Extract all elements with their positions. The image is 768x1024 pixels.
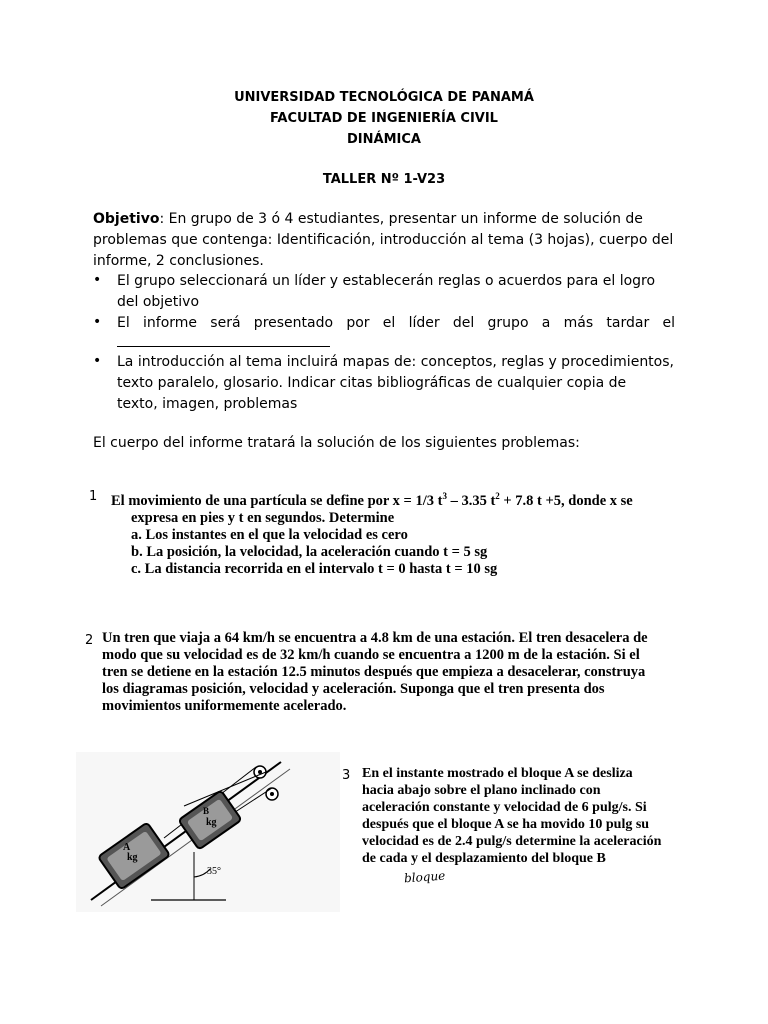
objective-label: Objetivo [93, 211, 160, 227]
course-title: DINÁMICA [347, 132, 421, 147]
faculty-title: FACULTAD DE INGENIERÍA CIVIL [270, 111, 498, 126]
due-date-blank-line [117, 346, 330, 347]
problem-3-line-4: después que el bloque A se ha movido 10 pulg su [362, 817, 650, 832]
problem-1-line-2: expresa en pies y t en segundos. Determine [131, 509, 395, 526]
problem-3-text [362, 765, 661, 867]
block-b-mass: kg [206, 817, 217, 828]
problem-1-text [111, 488, 633, 578]
problem-3-line-1: En el instante mostrado el bloque A se desliza [362, 766, 633, 781]
objective-line-1: Objetivo: En grupo de 3 ó 4 estudiantes, presentar un informe de solución de [93, 211, 643, 227]
block-b-label: B [203, 806, 210, 816]
angle-label: 35° [207, 866, 221, 877]
problem-1-number: 1 [89, 489, 98, 504]
block-a-label: A [123, 842, 131, 853]
problem-1-item-c: c. La distancia recorrida en el intervalo t = 0 hasta t = 10 sg [131, 560, 498, 577]
problem-3-number: 3 [342, 768, 351, 783]
problem-2-line-3: tren se detiene en la estación 12.5 minutos después que empieza a desacelerar, construya [102, 664, 646, 680]
inclined-plane-figure [76, 752, 340, 912]
problem-1-item-a: a. Los instantes en el que la velocidad es cero [131, 526, 408, 543]
handwritten-note: bloque [403, 868, 446, 886]
problem-2-line-1: Un tren que viaja a 64 km/h se encuentra a 4.8 km de una estación. El tren desacelera de [102, 630, 648, 646]
block-a-mass: kg [127, 852, 138, 863]
problem-1-item-b: b. La posición, la velocidad, la aceleración cuando t = 5 sg [131, 543, 488, 560]
university-title: UNIVERSIDAD TECNOLÓGICA DE PANAMÁ [234, 90, 534, 105]
problem-2-line-2: modo que su velocidad es de 32 km/h cuando se encuentra a 1200 m de la estación. Si el [102, 647, 640, 663]
objective-line-2: problemas que contenga: Identificación, introducción al tema (3 hojas), cuerpo del [93, 232, 674, 248]
bullet-symbol-1: • [93, 272, 102, 288]
problem-2-line-5: movimientos uniformemente acelerado. [102, 698, 347, 714]
body-intro: El cuerpo del informe tratará la solución de los siguientes problemas: [93, 435, 580, 451]
objective-line-3: informe, 2 conclusiones. [93, 253, 264, 269]
problem-3-line-3: aceleración constante y velocidad de 6 pulg/s. Si [362, 800, 647, 815]
bullet-item-2: El informe será presentado por el líder del grupo a más tardar el [117, 315, 675, 331]
workshop-title: TALLER Nº 1-V23 [322, 172, 446, 187]
problem-2-line-4: los diagramas posición, velocidad y aceleración. Suponga que el tren presenta dos [102, 681, 605, 697]
problem-3-line-2: hacia abajo sobre el plano inclinado con [362, 783, 601, 798]
problem-2-text [102, 630, 648, 715]
problem-3-line-5: velocidad es de 2.4 pulg/s determine la aceleración [362, 834, 662, 849]
objective-paragraph [93, 209, 675, 272]
bullet-symbol-3: • [93, 353, 102, 369]
problem-3-line-6: de cada y el desplazamiento del bloque B [362, 851, 606, 866]
bullet-item-3: La introducción al tema incluirá mapas de: conceptos, reglas y procedimientos, texto paralelo, glosario. Indicar citas bibliográficas de cualquier copia de texto, imagen, problemas [117, 354, 674, 412]
bullet-symbol-2: • [93, 314, 102, 330]
problem-2-number: 2 [85, 633, 94, 648]
bullet-item-1: El grupo seleccionará un líder y establecerán reglas o acuerdos para el logro del objetivo [117, 273, 656, 310]
problem-1-line-1: El movimiento de una partícula se define por x = 1/3 $t^3 - 3.35$ $t^2 + 7.8$ t +5, donde x se [111, 491, 633, 509]
